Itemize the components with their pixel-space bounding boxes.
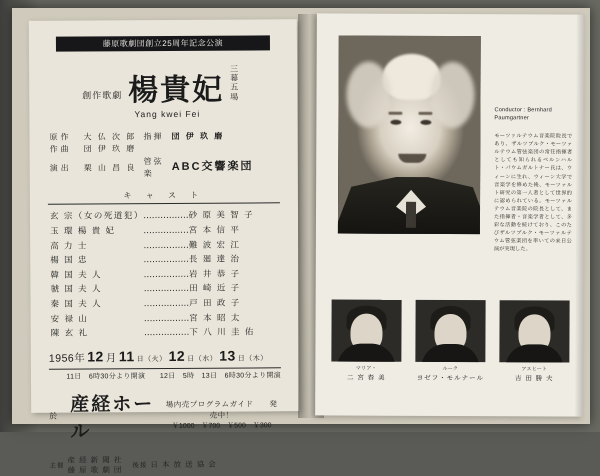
performer-card	[331, 299, 401, 381]
cast-role: 虢 国 夫 人	[50, 281, 143, 296]
performer-body	[421, 344, 479, 362]
opera-title-romaji: Yang kwei Fei	[51, 108, 283, 119]
cast-dots: ‥‥‥‥‥‥‥‥	[144, 325, 189, 340]
performance-dates	[49, 347, 281, 365]
date-note-1: 日（火）	[137, 354, 167, 364]
date-day-2: 12	[169, 348, 186, 364]
performer-name: 二 宮 春 美	[331, 372, 401, 381]
footer-support	[132, 460, 216, 471]
date-month-unit: 月	[106, 350, 117, 365]
portrait-brow-left	[388, 112, 402, 115]
cast-row	[50, 222, 278, 238]
left-page	[29, 19, 299, 413]
cast-dots: ‥‥‥‥‥‥‥‥	[144, 310, 189, 325]
date-year: 1956年	[49, 350, 85, 365]
credit-label-2: 管弦楽	[144, 155, 172, 180]
portrait-eye-right	[420, 120, 431, 125]
performer-role: マリア・	[331, 364, 401, 371]
title-kind: 創作歌劇	[82, 88, 122, 106]
portrait-tie	[406, 202, 416, 228]
footer-organizer-value: 産 経 新 聞 社 藤 原 歌 劇 団	[67, 455, 122, 476]
cast-role: 楊 国 忠	[50, 252, 143, 267]
footer-organizer-label: 主催	[49, 461, 64, 470]
credit-row	[50, 155, 278, 181]
cast-performer: 下 八 川 圭 佑	[189, 324, 278, 339]
orchestra-name: ABC交響楽団	[172, 159, 254, 177]
portrait-eye-left	[390, 120, 401, 125]
cast-heading: キ ャ ス ト	[44, 190, 284, 202]
right-page-content	[315, 13, 585, 416]
cast-dots: ‥‥‥‥‥‥‥‥	[144, 281, 189, 296]
program-guide-note: 場内売プログラムガイド 発売中！	[166, 399, 278, 419]
performer-name: 吉 田 勝 夫	[499, 373, 569, 382]
cast-role: 安 禄 山	[51, 311, 144, 326]
cast-list	[50, 208, 279, 341]
performer-photo-row	[331, 299, 569, 382]
cast-performer: 難 波 宏 江	[189, 237, 278, 252]
cast-role: 玉 環 楊 貴 妃	[50, 223, 143, 238]
price-block	[162, 399, 281, 431]
performer-card	[415, 300, 485, 382]
cast-performer: 岩 井 恭 子	[189, 266, 278, 281]
cast-performer: 砂 原 美 智 子	[189, 208, 278, 223]
venue-row	[49, 388, 281, 443]
date-note-3: 日（木）	[238, 353, 268, 363]
credit-name: 栗 山 昌 良	[84, 162, 144, 175]
title-row	[43, 64, 283, 106]
credit-name-2: 団 伊 玖 磨	[171, 130, 224, 143]
cast-row	[50, 251, 278, 267]
portrait-hair-left	[346, 62, 390, 128]
performer-name: ヨゼフ・モルナール	[415, 373, 485, 382]
credits-block	[49, 130, 277, 181]
cast-dots: ‥‥‥‥‥‥‥‥	[143, 223, 188, 238]
cast-dots: ‥‥‥‥‥‥‥‥	[143, 208, 188, 223]
cast-role: 高 力 士	[50, 238, 143, 253]
cast-dots: ‥‥‥‥‥‥‥‥	[143, 252, 188, 267]
performer-role: ルーク	[415, 365, 485, 372]
conductor-bio-text: モーツァルテウム音楽院院長であり、ザルツブルク・モーツァルテウム管弦楽団の常任指揮者としても知られるベルンハルト・パウムガルトナー氏は、ウィーンに生れ、ウィーン大学で音楽学を修めた後、モーツァルト研究の第一人者として世界的に認められている。モーツァルテウム音楽院の院長として、また指揮者・音楽学者として、多彩な活動を続けており、このたびザルツブルク・モーツァルテウム管弦楽団を率いての来日公演が実現した。	[494, 132, 573, 253]
credit-label: 原作	[49, 131, 83, 144]
cast-row	[50, 295, 278, 311]
performer-card	[499, 300, 569, 382]
date-divider	[49, 367, 281, 369]
cast-row	[50, 266, 278, 282]
performer-photo	[331, 299, 401, 361]
venue-name: 産経ホール	[70, 389, 162, 444]
cast-row	[50, 237, 278, 253]
cast-role: 玄 宗（女の死道犯）	[50, 208, 143, 223]
performer-photo	[415, 300, 485, 362]
performer-body	[505, 344, 563, 362]
footer-organizer	[49, 455, 122, 476]
performance-times: 11日 6時30分より開演 12日 5時 13日 6時30分より開演	[49, 370, 281, 381]
cast-performer: 戸 田 政 子	[189, 295, 278, 310]
cast-performer: 宮 本 信 平	[189, 222, 278, 237]
credit-name: 大 仏 次 郎	[83, 131, 143, 144]
credit-name: 団 伊 玖 磨	[84, 143, 144, 156]
cast-row	[50, 208, 278, 224]
conductor-caption-title: Conductor : Bernhard Paumgartner	[494, 106, 572, 123]
venue-lead: 於	[49, 411, 70, 422]
right-page	[315, 13, 585, 416]
performer-photo	[499, 300, 569, 362]
cast-row	[50, 281, 278, 297]
performer-body	[337, 344, 395, 362]
conductor-portrait-photo	[338, 36, 481, 235]
credit-label: 作曲	[50, 144, 84, 157]
cast-row	[51, 324, 279, 340]
anniversary-banner: 藤原歌劇団創立25周年記念公演	[56, 35, 270, 51]
cast-performer: 田 崎 近 子	[189, 281, 278, 296]
date-note-2: 日（水）	[187, 353, 217, 363]
cast-dots: ‥‥‥‥‥‥‥‥	[144, 296, 189, 311]
footer-support-label: 後援	[132, 461, 147, 470]
cast-dots: ‥‥‥‥‥‥‥‥	[144, 267, 189, 282]
portrait-brow-right	[418, 112, 432, 115]
footer-support-value: 日 本 放 送 協 会	[150, 460, 216, 471]
footer-credits	[49, 454, 281, 476]
page-edge-shadow	[575, 15, 585, 417]
portrait-hair-right	[430, 62, 474, 128]
cast-role: 秦 国 夫 人	[50, 296, 143, 311]
credit-label-2: 指揮	[143, 131, 171, 144]
open-booklet	[12, 8, 590, 424]
cast-role: 陳 玄 礼	[51, 325, 144, 340]
opera-title: 楊貴妃	[128, 75, 224, 106]
conductor-caption-block	[494, 106, 573, 253]
act-count: 三幕五場	[230, 65, 244, 106]
cast-role: 韓 国 夫 人	[50, 267, 143, 282]
cast-performer: 宮 本 昭 太	[189, 310, 278, 325]
cast-row	[51, 310, 279, 326]
date-month: 12	[87, 348, 104, 364]
ticket-prices: ￥1000 ￥700 ￥500 ￥300	[172, 422, 272, 430]
date-day-3: 13	[219, 347, 236, 363]
left-page-content	[29, 19, 299, 413]
credit-label: 演出	[50, 162, 84, 175]
cast-dots: ‥‥‥‥‥‥‥‥	[143, 237, 188, 252]
cast-performer: 長 廻 達 治	[189, 251, 278, 266]
cast-divider	[48, 203, 280, 205]
performer-role: アスヒート	[499, 365, 569, 372]
date-day-1: 11	[119, 348, 135, 364]
